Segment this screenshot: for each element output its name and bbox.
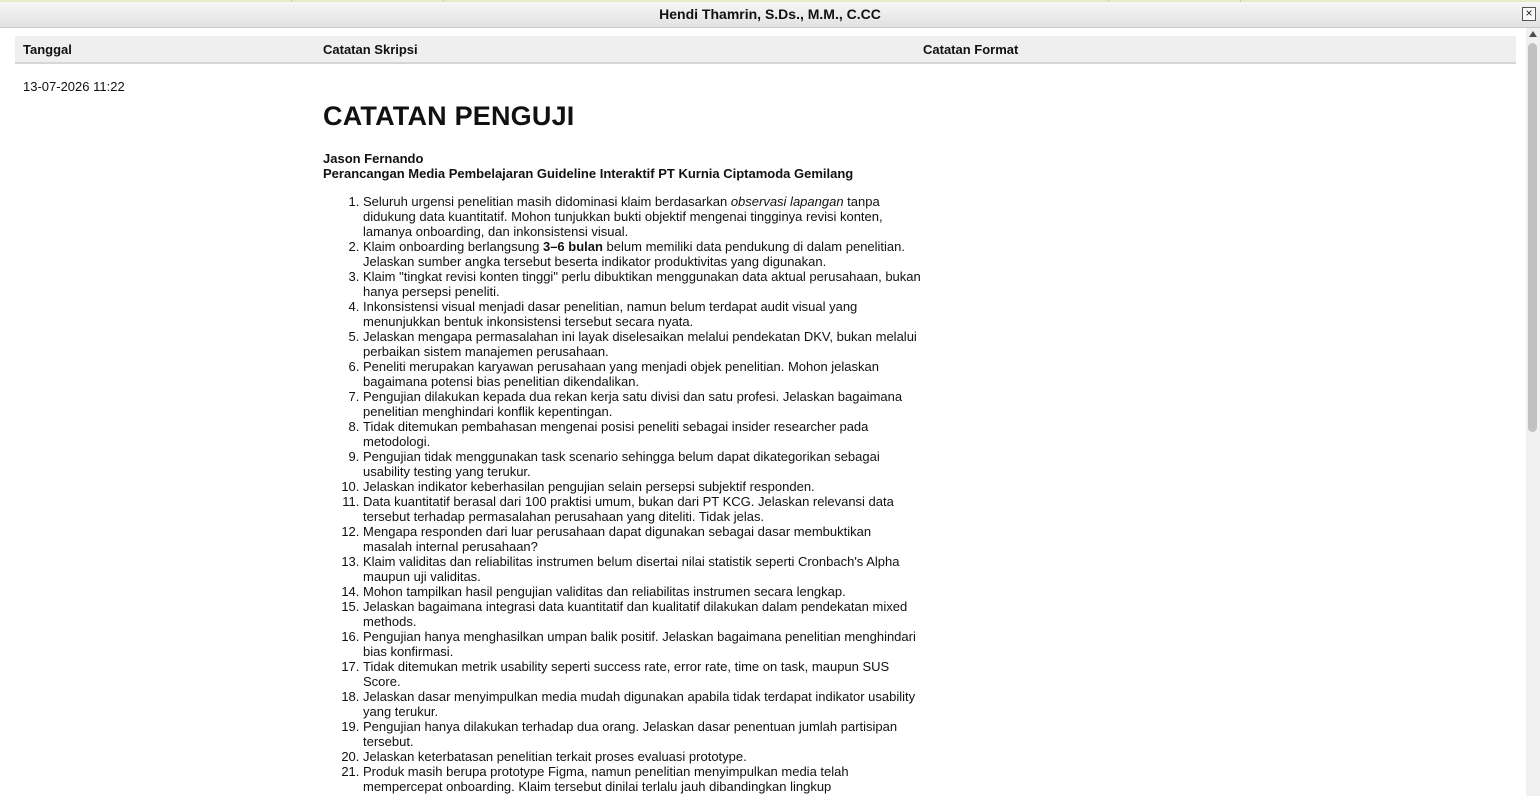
note-text: Produk masih berupa prototype Figma, namun penelitian menyimpulkan media telah mempercepat onboarding. Klaim tersebut dinilai terlalu jauh dibandingkan lingkup (363, 764, 849, 794)
note-text: Jelaskan indikator keberhasilan pengujian selain persepsi subjektif responden. (363, 479, 815, 494)
column-header-format-notes: Catatan Format (923, 42, 1019, 57)
note-list-item (363, 449, 923, 479)
note-date: 13-07-2026 11:22 (23, 79, 125, 94)
note-list-item (363, 554, 923, 584)
note-text: tanpa didukung data kuantitatif. Mohon tunjukkan bukti objektif mengenai tingginya revisi konten, lamanya onboarding, dan inkonsistensi visual. (363, 194, 883, 239)
note-text: Tidak ditemukan pembahasan mengenai posisi peneliti sebagai insider researcher pada metodologi. (363, 419, 869, 449)
note-list-item (363, 479, 923, 494)
scrollbar-thumb[interactable] (1528, 43, 1537, 432)
note-text: Data kuantitatif berasal dari 100 praktisi umum, bukan dari PT KCG. Jelaskan relevansi data tersebut terhadap permasalahan perusahaan yang diteliti. Tidak jelas. (363, 494, 894, 524)
note-list-item (363, 239, 923, 269)
note-meta (323, 151, 923, 181)
note-list-item (363, 194, 923, 239)
note-text: Pengujian hanya dilakukan terhadap dua orang. Jelaskan dasar penentuan jumlah partisipan tersebut. (363, 719, 898, 749)
close-icon[interactable]: × (1522, 7, 1536, 21)
column-header-thesis-notes: Catatan Skripsi (323, 42, 418, 57)
note-text: Jelaskan dasar menyimpulkan media mudah digunakan apabila tidak terdapat indikator usability yang terukur. (363, 689, 916, 719)
note-text: Pengujian tidak menggunakan task scenario sehingga belum dapat dikategorikan sebagai usability testing yang terukur. (363, 449, 880, 479)
note-text: Mengapa responden dari luar perusahaan dapat digunakan sebagai dasar membuktikan masalah internal perusahaan? (363, 524, 872, 554)
dialog-title: Hendi Thamrin, S.Ds., M.M., C.CC (659, 6, 881, 22)
note-text: Mohon tampilkan hasil pengujian validitas dan reliabilitas instrumen secara lengkap. (363, 584, 846, 599)
note-text: Pengujian dilakukan kepada dua rekan kerja satu divisi dan satu profesi. Jelaskan bagaimana penelitian menghindari konflik kepentingan. (363, 389, 903, 419)
note-list-item (363, 584, 923, 599)
note-list-item (363, 599, 923, 629)
note-text: belum memiliki data pendukung di dalam penelitian. Jelaskan sumber angka tersebut beserta indikator produktivitas yang digunakan. (363, 239, 906, 269)
note-emphasis: observasi lapangan (730, 194, 844, 209)
note-list-item (363, 269, 923, 299)
note-list-item (363, 329, 923, 359)
note-emphasis: 3–6 bulan (542, 239, 603, 254)
note-list-item (363, 764, 923, 794)
column-header-date: Tanggal (23, 42, 72, 57)
note-text: Tidak ditemukan metrik usability seperti success rate, error rate, time on task, maupun SUS Score. (363, 659, 890, 689)
note-list-item (363, 749, 923, 764)
note-list-item (363, 524, 923, 554)
note-text: Klaim validitas dan reliabilitas instrumen belum disertai nilai statistik seperti Cronbach's Alpha maupun uji validitas. (363, 554, 900, 584)
note-text: Klaim onboarding berlangsung (363, 239, 543, 254)
note-list-item (363, 659, 923, 689)
note-text: Jelaskan mengapa permasalahan ini layak diselesaikan melalui pendekatan DKV, bukan melalui perbaikan sistem manajemen perusahaan. (363, 329, 917, 359)
note-text: Inkonsistensi visual menjadi dasar penelitian, namun belum terdapat audit visual yang menunjukkan bentuk inkonsistensi tersebut secara nyata. (363, 299, 858, 329)
scroll-up-arrow-icon[interactable] (1529, 31, 1537, 37)
note-text: Klaim "tingkat revisi konten tinggi" perlu dibuktikan menggunakan data aktual perusahaan, bukan hanya persepsi peneliti. (363, 269, 921, 299)
note-text: Peneliti merupakan karyawan perusahaan yang menjadi objek penelitian. Mohon jelaskan bagaimana potensi bias penelitian dikendalikan. (363, 359, 879, 389)
note-list-item (363, 419, 923, 449)
note-text: Seluruh urgensi penelitian masih didominasi klaim berdasarkan (363, 194, 731, 209)
table-header-row (15, 36, 1516, 64)
note-heading: CATATAN PENGUJI (323, 101, 575, 131)
note-list-item (363, 629, 923, 659)
note-text: Pengujian hanya menghasilkan umpan balik positif. Jelaskan bagaimana penelitian menghindari bias konfirmasi. (363, 629, 916, 659)
dialog-titlebar (0, 2, 1540, 28)
note-list-item (363, 494, 923, 524)
note-list-item (363, 389, 923, 419)
note-list-item (363, 359, 923, 389)
thesis-note-cell (323, 98, 923, 794)
note-text: Jelaskan keterbatasan penelitian terkait proses evaluasi prototype. (363, 749, 747, 764)
student-name: Jason Fernando (323, 151, 424, 166)
note-list (323, 194, 923, 794)
dialog-content (0, 28, 1526, 796)
note-text: Jelaskan bagaimana integrasi data kuantitatif dan kualitatif dilakukan dalam pendekatan mixed methods. (363, 599, 908, 629)
note-list-item (363, 299, 923, 329)
note-list-item (363, 689, 923, 719)
vertical-scrollbar[interactable] (1526, 28, 1540, 796)
note-list-item (363, 719, 923, 749)
thesis-title: Perancangan Media Pembelajaran Guideline Interaktif PT Kurnia Ciptamoda Gemilang (323, 166, 854, 181)
